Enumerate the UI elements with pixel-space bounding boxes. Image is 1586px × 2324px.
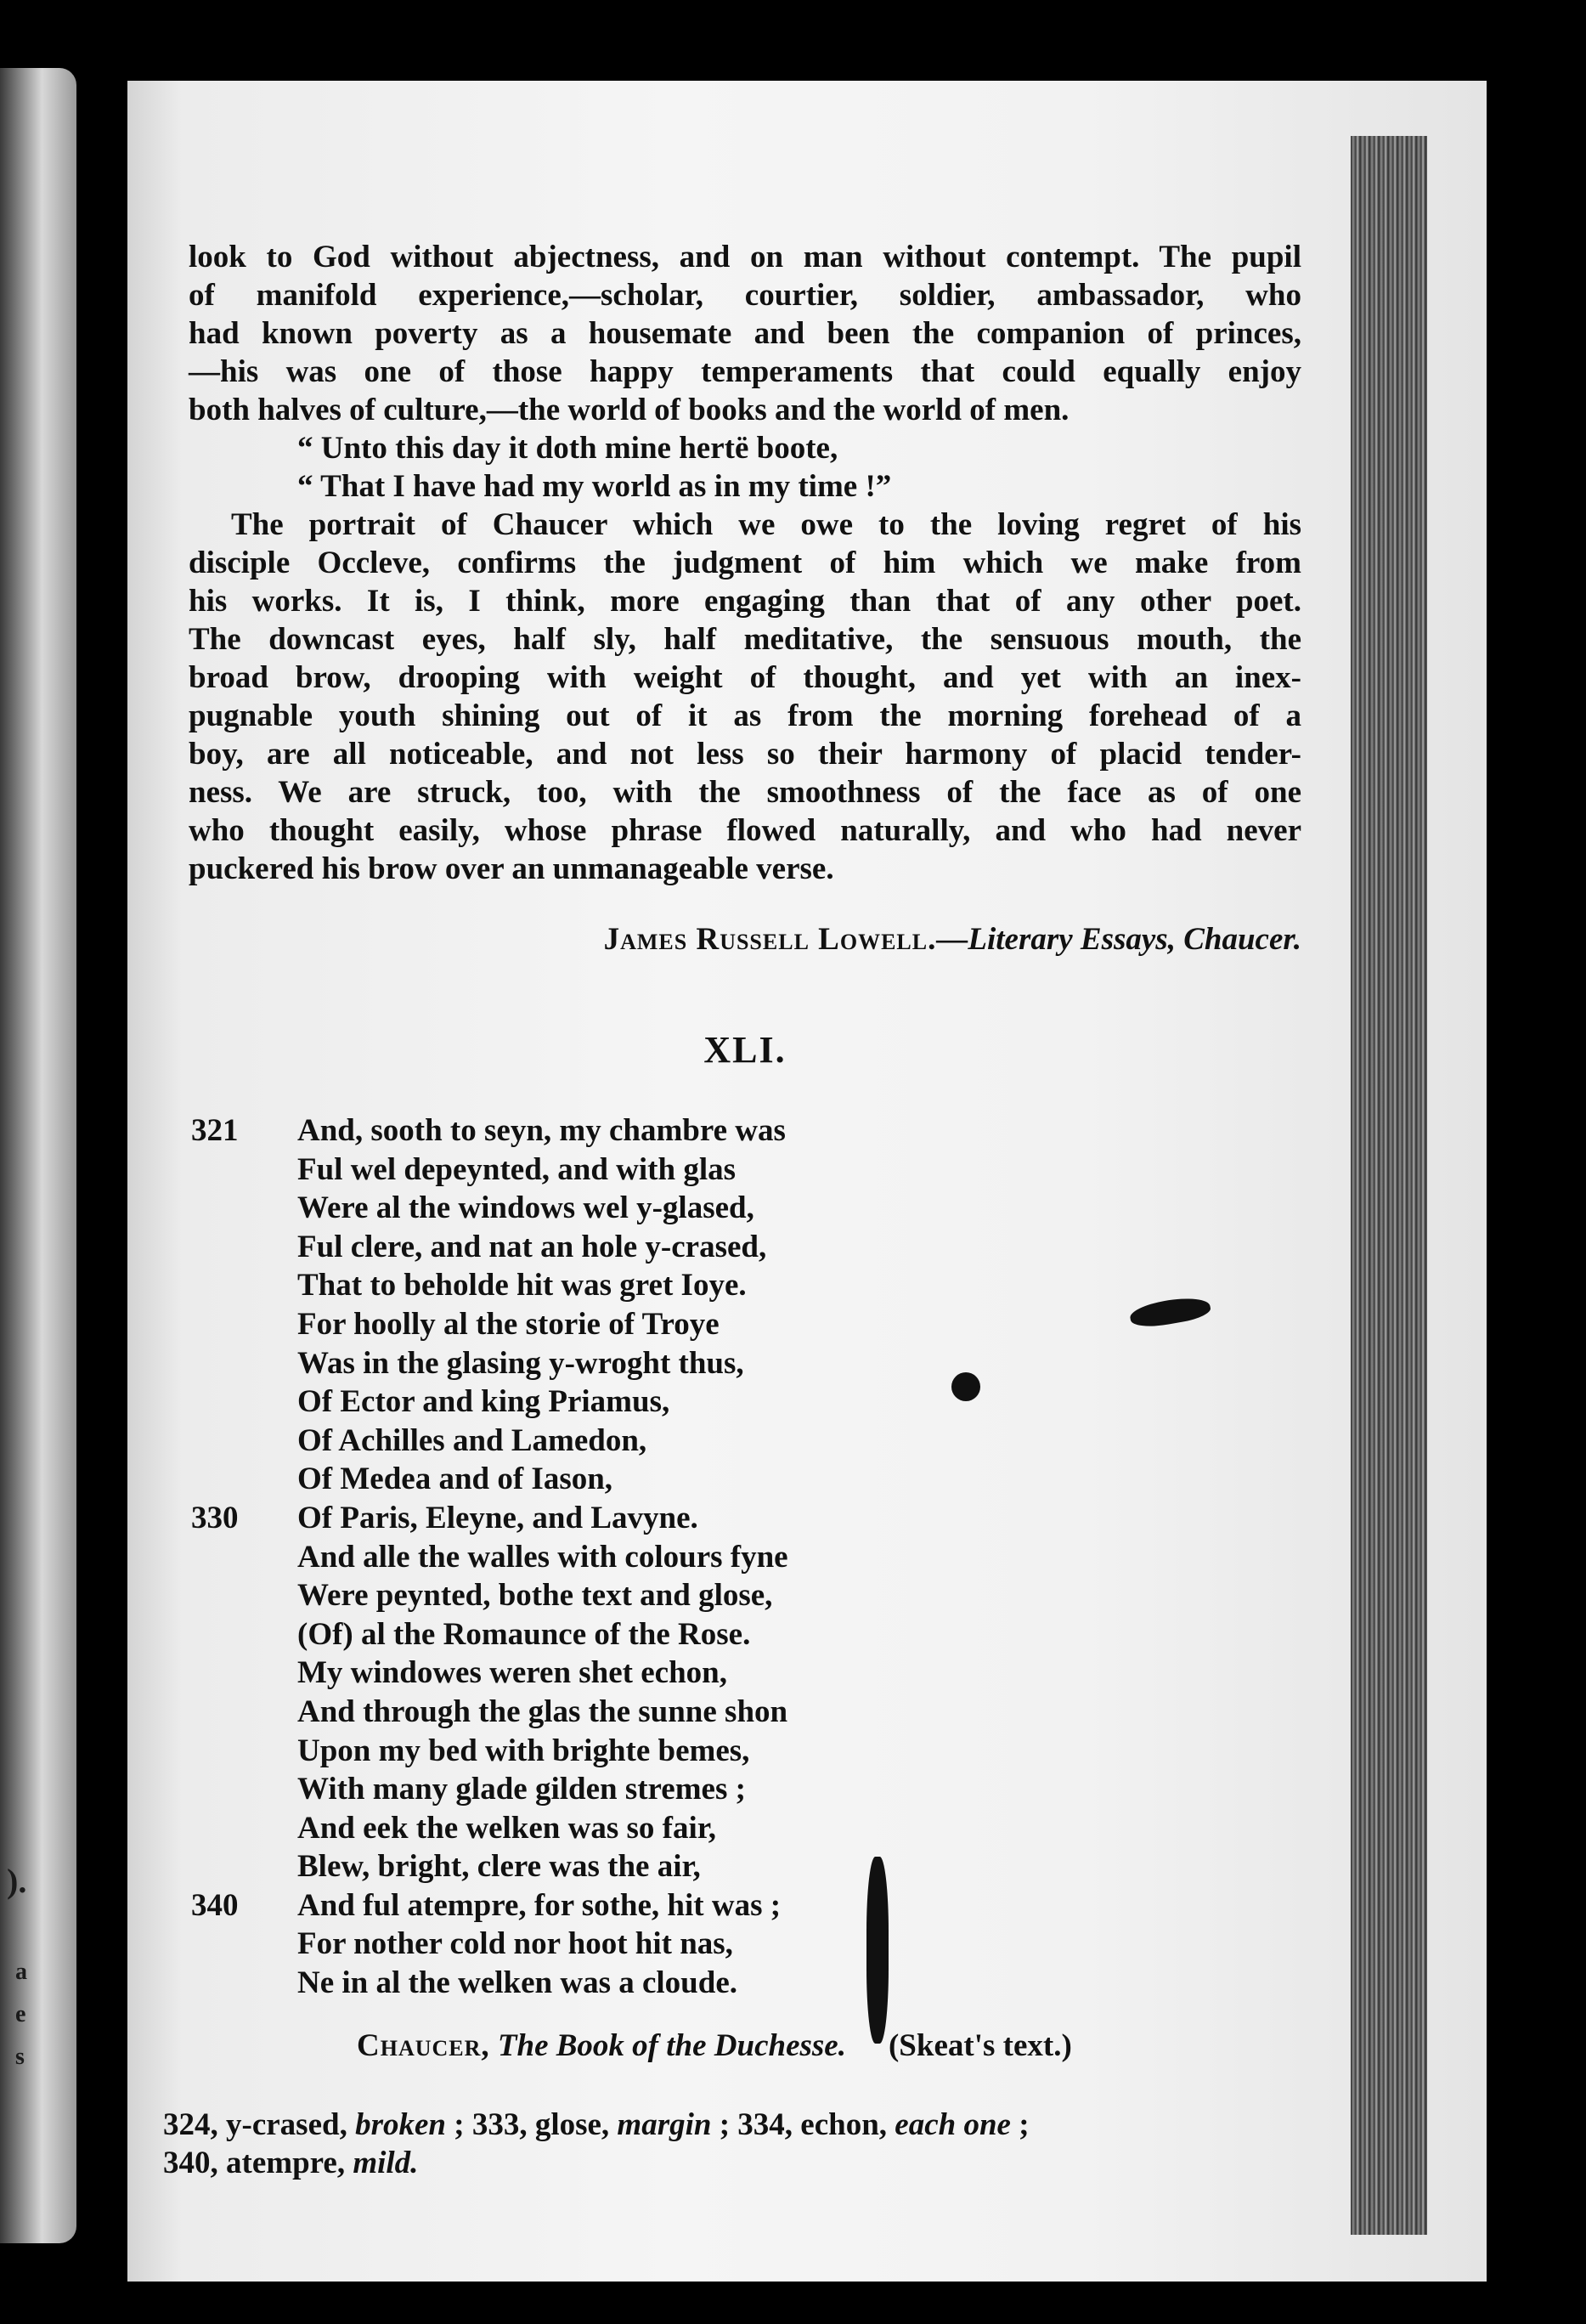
- poem-line: [191, 1925, 1295, 1964]
- prose-line: look to God without abjectness, and on man without contempt. The pupil: [189, 240, 1301, 274]
- verse-text: My windowes weren shet echon,: [297, 1655, 727, 1691]
- poem-line: [191, 1732, 1295, 1771]
- essay-attribution: [189, 921, 1301, 958]
- verse-text: Ful clere, and nat an hole y-crased,: [297, 1229, 767, 1264]
- poem-line: [191, 1538, 1295, 1577]
- poem-line: [191, 1189, 1295, 1228]
- poem-line: [191, 1809, 1295, 1848]
- verse-text: Of Paris, Eleyne, and Lavyne.: [297, 1500, 698, 1535]
- poem-line: [191, 1770, 1295, 1809]
- poem-line: [191, 1111, 1295, 1151]
- facing-page-edge: [0, 68, 76, 2243]
- poem-line: [191, 1576, 1295, 1615]
- verse-text: And ful atempre, for sothe, hit was ;: [297, 1887, 782, 1923]
- quoted-verse-line: “ That I have had my world as in my time !”: [297, 469, 892, 504]
- poem-line: [191, 1693, 1295, 1732]
- source-author: Chaucer,: [357, 2028, 490, 2063]
- verse-text: Of Medea and of Iason,: [297, 1462, 613, 1497]
- source-work: The Book of the Duchesse.: [497, 2028, 846, 2063]
- prose-line: puckered his brow over an unmanageable verse.: [189, 851, 834, 886]
- attribution-work: —Literary Essays, Chaucer.: [936, 922, 1301, 957]
- verse-text: Were peynted, bothe text and glose,: [297, 1578, 773, 1614]
- poem-line: [191, 1383, 1295, 1422]
- prose-line: The downcast eyes, half sly, half meditative, the sensuous mouth, the: [189, 622, 1301, 657]
- verse-text: Upon my bed with brighte bemes,: [297, 1733, 750, 1768]
- page-stack-edge: [1351, 136, 1427, 2235]
- line-number: 340: [191, 1887, 239, 1923]
- poem-line: [191, 1964, 1295, 2003]
- source-edition: (Skeat's text.): [888, 2028, 1072, 2063]
- ink-blot: [951, 1372, 980, 1401]
- verse-text: (Of) al the Romaunce of the Rose.: [297, 1616, 751, 1652]
- poem-line: [191, 1151, 1295, 1190]
- essay-excerpt: [189, 238, 1301, 888]
- verse-text: For nother cold nor hoot hit nas,: [297, 1926, 733, 1962]
- note-line: 340, atempre, mild.: [163, 2146, 419, 2180]
- poem-line: [191, 1615, 1295, 1654]
- line-number: 330: [191, 1500, 239, 1535]
- facing-page-fragment: a: [15, 1959, 27, 1985]
- attribution-author: James Russell Lowell.: [603, 922, 937, 957]
- section-title: XLI.: [703, 1029, 787, 1071]
- verse-text: For hoolly al the storie of Troye: [297, 1306, 720, 1342]
- poem-source: [357, 2027, 1072, 2064]
- verse-text: And alle the walles with colours fyne: [297, 1539, 788, 1575]
- prose-line: boy, are all noticeable, and not less so their harmony of placid tender-: [189, 737, 1301, 772]
- verse-text: And eek the welken was so fair,: [297, 1810, 717, 1846]
- poem-line: [191, 1305, 1295, 1344]
- note-line: 324, y-crased, broken ; 333, glose, margin ; 334, echon, each one ;: [163, 2107, 1030, 2142]
- poem-line: [191, 1228, 1295, 1267]
- poem-line: [191, 1422, 1295, 1461]
- verse-text: That to beholde hit was gret Ioye.: [297, 1268, 747, 1303]
- ink-streak: [866, 1857, 889, 2044]
- verse-text: With many glade gilden stremes ;: [297, 1772, 746, 1807]
- verse-text: And, sooth to seyn, my chambre was: [297, 1113, 786, 1148]
- prose-line: —his was one of those happy temperaments that could equally enjoy: [189, 354, 1301, 389]
- verse-text: And through the glas the sunne shon: [297, 1694, 788, 1729]
- prose-line: who thought easily, whose phrase flowed naturally, and who had never: [189, 813, 1301, 848]
- quoted-verse-line: “ Unto this day it doth mine hertë boote,: [297, 431, 838, 466]
- prose-line: had known poverty as a housemate and been the companion of princes,: [189, 316, 1301, 351]
- facing-page-fragment: s: [15, 2044, 25, 2070]
- verse-text: Were al the windows wel y-glased,: [297, 1190, 754, 1226]
- prose-line: pugnable youth shining out of it as from the morning forehead of a: [189, 698, 1301, 733]
- verse-text: Of Ector and king Priamus,: [297, 1384, 670, 1420]
- facing-page-fragment: e: [15, 2001, 26, 2027]
- poem-line: [191, 1847, 1295, 1886]
- poem: [191, 1111, 1295, 2003]
- glossary-notes: [163, 2106, 1306, 2182]
- prose-line: The portrait of Chaucer which we owe to the loving regret of his: [231, 507, 1301, 542]
- poem-line: [191, 1886, 1295, 1925]
- prose-line: of manifold experience,—scholar, courtier, soldier, ambassador, who: [189, 278, 1301, 313]
- poem-line: [191, 1266, 1295, 1305]
- prose-line: his works. It is, I think, more engaging than that of any other poet.: [189, 584, 1301, 619]
- prose-line: ness. We are struck, too, with the smoothness of the face as of one: [189, 775, 1301, 810]
- verse-text: Ful wel depeynted, and with glas: [297, 1151, 737, 1187]
- prose-line: disciple Occleve, confirms the judgment of him which we make from: [189, 546, 1301, 580]
- poem-line: [191, 1344, 1295, 1383]
- verse-text: Blew, bright, clere was the air,: [297, 1849, 701, 1885]
- verse-text: Of Achilles and Lamedon,: [297, 1422, 647, 1458]
- line-number: 321: [191, 1113, 239, 1148]
- poem-line: [191, 1499, 1295, 1538]
- verse-text: Was in the glasing y-wroght thus,: [297, 1345, 744, 1381]
- poem-line: [191, 1460, 1295, 1499]
- prose-line: broad brow, drooping with weight of thought, and yet with an inex-: [189, 660, 1301, 695]
- verse-text: Ne in al the welken was a cloude.: [297, 1965, 737, 2001]
- facing-page-fragment: ).: [7, 1862, 27, 1900]
- prose-line: both halves of culture,—the world of books and the world of men.: [189, 393, 1070, 427]
- poem-line: [191, 1654, 1295, 1693]
